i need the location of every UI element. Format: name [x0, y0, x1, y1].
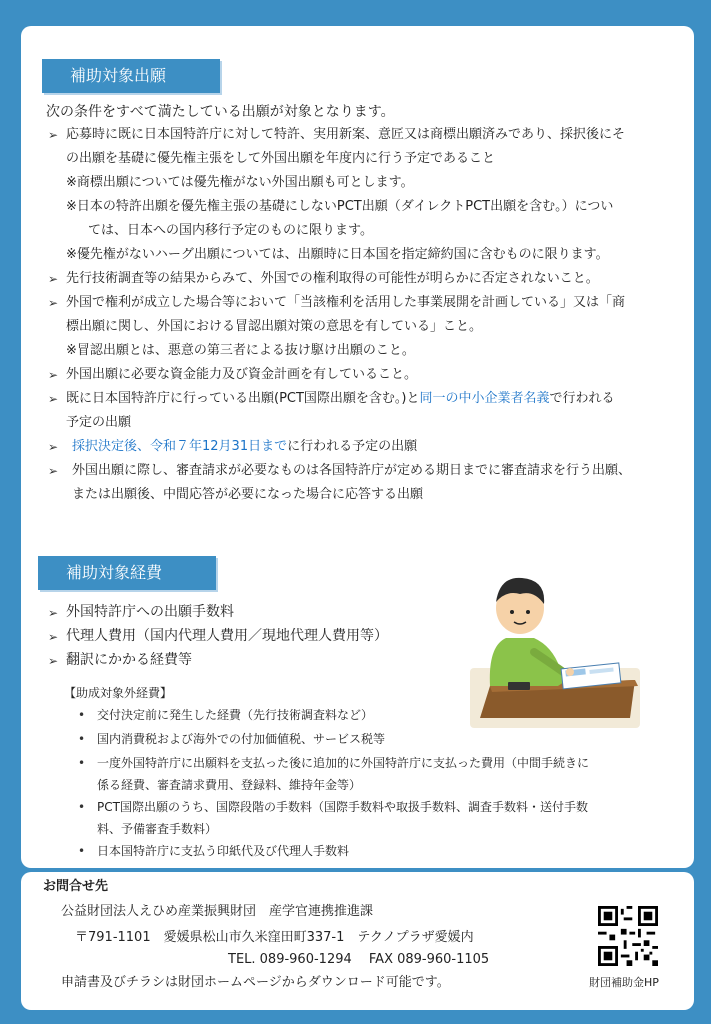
- condition-4: 外国出願に必要な資金能力及び資金計画を有していること。: [66, 367, 418, 382]
- expense-item-2: 代理人費用（国内代理人費用／現地代理人費用等）: [66, 628, 388, 644]
- condition-1-line2: の出願を基礎に優先権主張をして外国出願を年度内に行う予定であること: [66, 151, 496, 166]
- contact-address: 〒791-1101 愛媛県松山市久米窪田町337-1 テクノプラザ愛媛内: [75, 930, 474, 945]
- note-misappropriation: ※冒認出願とは、悪意の第三者による抜け駆け出願のこと。: [66, 343, 415, 358]
- excluded-2: 国内消費税および海外での付加価値税、サービス税等: [97, 732, 386, 746]
- section-title-applications: 補助対象出願: [42, 59, 220, 93]
- note-trademark: ※商標出願については優先権がない外国出願も可とします。: [66, 175, 414, 190]
- condition-3-line1: 外国で権利が成立した場合等において「当該権利を活用した事業展開を計画している」又は「商: [66, 295, 626, 310]
- bullet-icon: ➢: [48, 440, 59, 454]
- bullet-icon: ➢: [48, 296, 59, 310]
- man-at-desk-illustration: [470, 568, 640, 728]
- section1-lead: 次の条件をすべて満たしている出願が対象となります。: [46, 104, 395, 120]
- note-pct-line1: ※日本の特許出願を優先権主張の基礎にしないPCT出願（ダイレクトPCT出願を含む。）につい: [66, 199, 614, 214]
- dot-icon: •: [78, 708, 86, 722]
- dot-icon: •: [78, 844, 86, 858]
- bullet-icon: ➢: [48, 128, 59, 142]
- download-note: 申請書及びチラシは財団ホームページからダウンロード可能です。: [61, 975, 450, 990]
- bullet-icon: ➢: [48, 630, 59, 644]
- condition-7-line2: または出願後、中間応答が必要になった場合に応答する出願: [72, 487, 424, 502]
- excluded-3-line2: 係る経費、審査請求費用、登録料、維持年金等）: [97, 778, 362, 792]
- bullet-icon: ➢: [48, 392, 59, 406]
- qr-caption: 財団補助金HP: [589, 976, 659, 989]
- contact-organization: 公益財団法人えひめ産業振興財団 産学官連携推進課: [61, 904, 374, 919]
- bullet-icon: ➢: [48, 654, 59, 668]
- section-title-expenses: 補助対象経費: [38, 556, 216, 590]
- condition-1-line1: 応募時に既に日本国特許庁に対して特許、実用新案、意匠又は商標出願済みであり、採択後にそ: [66, 127, 626, 142]
- expense-item-3: 翻訳にかかる経費等: [66, 652, 192, 668]
- excluded-4-line1: PCT国際出願のうち、国際段階の手数料（国際手数料や取扱手数料、調査手数料・送付手数: [97, 800, 588, 814]
- note-hague: ※優先権がないハーグ出願については、出願時に日本国を指定締約国に含むものに限ります。: [66, 247, 609, 262]
- condition-7-line1: 外国出願に際し、審査請求が必要なものは各国特許庁が定める期日までに審査請求を行う出願、: [72, 463, 632, 478]
- excluded-4-line2: 料、予備審査手数料）: [97, 822, 218, 836]
- bullet-icon: ➢: [48, 464, 59, 478]
- deadline-highlight: 採択決定後、令和７年12月31日まで: [72, 439, 288, 454]
- condition-3-line2: 標出願に関し、外国における冒認出願対策の意思を有している」こと。: [66, 319, 483, 334]
- same-applicant-highlight: 同一の中小企業者名義: [419, 391, 550, 406]
- dot-icon: •: [78, 756, 86, 770]
- expense-item-1: 外国特許庁への出願手数料: [66, 604, 234, 620]
- dot-icon: •: [78, 800, 86, 814]
- condition-5-line2: 予定の出願: [66, 415, 132, 430]
- qr-code-icon[interactable]: [598, 906, 658, 966]
- condition-6: 採択決定後、令和７年12月31日までに行われる予定の出願: [72, 439, 418, 454]
- bullet-icon: ➢: [48, 606, 59, 620]
- contact-box: [21, 872, 694, 1010]
- excluded-3-line1: 一度外国特許庁に出願料を支払った後に追加的に外国特許庁に支払った費用（中間手続きに: [97, 756, 590, 770]
- excluded-1: 交付決定前に発生した経費（先行技術調査料など）: [97, 708, 374, 722]
- contact-heading: お問合せ先: [43, 879, 109, 894]
- dot-icon: •: [78, 732, 86, 746]
- condition-2: 先行技術調査等の結果からみて、外国での権利取得の可能性が明らかに否定されないこと。: [66, 271, 599, 286]
- excluded-5: 日本国特許庁に支払う印紙代及び代理人手数料: [97, 844, 350, 858]
- contact-phone-fax: TEL. 089-960-1294 FAX 089-960-1105: [228, 952, 490, 967]
- excluded-heading: 【助成対象外経費】: [64, 686, 173, 700]
- note-pct-line2: ては、日本への国内移行予定のものに限ります。: [88, 223, 373, 238]
- bullet-icon: ➢: [48, 272, 59, 286]
- bullet-icon: ➢: [48, 368, 59, 382]
- condition-5-line1: 既に日本国特許庁に行っている出願(PCT国際出願を含む。)と同一の中小企業者名義で行われる: [66, 391, 615, 406]
